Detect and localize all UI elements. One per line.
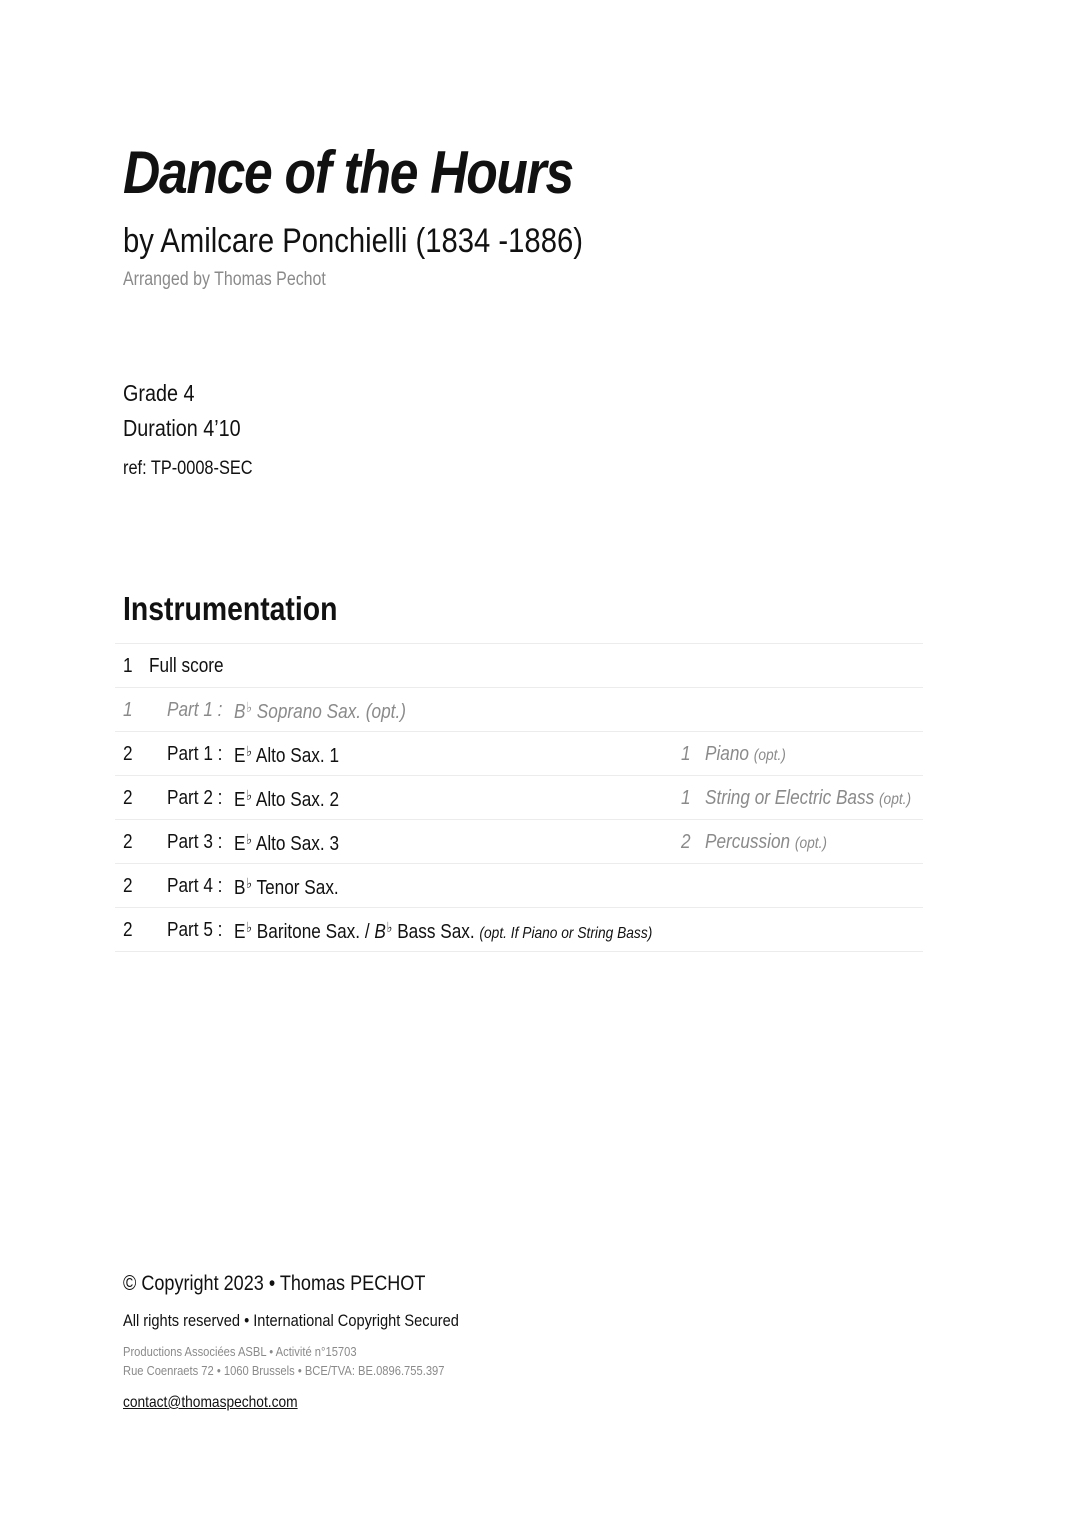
full-score-row xyxy=(115,643,923,687)
key-note: E xyxy=(234,833,246,855)
flat-sign: ♭ xyxy=(246,787,253,803)
instrument-label: Alto Sax. 2 xyxy=(255,789,340,811)
aux-quantity: 1 xyxy=(681,787,691,809)
flat-sign: ♭ xyxy=(246,699,253,715)
instrument-label: Tenor Sax. xyxy=(256,877,339,899)
key-note: E xyxy=(234,789,246,811)
aux-instrument-label: Percussion xyxy=(705,831,791,853)
instrument-label: Alto Sax. 3 xyxy=(255,833,340,855)
quantity: 2 xyxy=(123,875,133,897)
aux-instrument xyxy=(705,743,786,766)
instrument-name xyxy=(234,875,339,900)
quantity: 2 xyxy=(123,919,133,941)
aux-quantity: 2 xyxy=(681,831,691,853)
part-row-alto-2 xyxy=(115,775,923,819)
flat-sign: ♭ xyxy=(246,743,253,759)
aux-instrument xyxy=(705,787,911,810)
optional-note: (opt. If Piano or String Bass) xyxy=(479,925,653,942)
part-label: Part 3 : xyxy=(167,831,223,853)
association-line: Productions Associées ASBL • Activité n°15703 xyxy=(123,1344,357,1359)
key-note: E xyxy=(234,921,246,943)
key-note: B xyxy=(234,701,246,723)
composer-line: by Amilcare Ponchielli (1834 -1886) xyxy=(123,222,583,260)
part-row-baritone xyxy=(115,907,923,952)
part-row-soprano xyxy=(115,687,923,731)
instrument-name xyxy=(234,787,339,812)
piece-title: Dance of the Hours xyxy=(123,139,573,206)
instrument-label: Alto Sax. 1 xyxy=(255,745,340,767)
arranger-line: Arranged by Thomas Pechot xyxy=(123,269,326,290)
contact-email-link[interactable]: contact@thomaspechot.com xyxy=(123,1394,298,1411)
aux-quantity: 1 xyxy=(681,743,691,765)
copyright-line: © Copyright 2023 • Thomas PECHOT xyxy=(123,1272,426,1295)
key-note: B xyxy=(234,877,246,899)
reference-code: ref: TP-0008-SEC xyxy=(123,458,253,479)
instrument-name xyxy=(234,831,339,856)
address-line: Rue Coenraets 72 • 1060 Brussels • BCE/TVA: BE.0896.755.397 xyxy=(123,1363,445,1378)
flat-sign: ♭ xyxy=(246,875,253,891)
optional-note: (opt.) xyxy=(794,835,827,852)
part-label: Part 1 : xyxy=(167,743,223,765)
instrument-label: Baritone Sax. / xyxy=(256,921,370,943)
full-score-label: Full score xyxy=(149,655,224,677)
part-label: Part 4 : xyxy=(167,875,223,897)
part-row-alto-3 xyxy=(115,819,923,863)
optional-note: (opt.) xyxy=(878,791,912,808)
instrument-name xyxy=(234,919,652,944)
quantity: 2 xyxy=(123,787,133,809)
key-note: E xyxy=(234,745,246,767)
aux-instrument-label: Piano xyxy=(705,743,749,765)
instrument-label-alt: Bass Sax. xyxy=(397,921,475,943)
duration-label: Duration 4’10 xyxy=(123,415,241,441)
quantity: 2 xyxy=(123,743,133,765)
part-label: Part 2 : xyxy=(167,787,223,809)
quantity: 1 xyxy=(123,655,133,677)
grade-label: Grade 4 xyxy=(123,380,195,406)
part-label: Part 1 : xyxy=(167,699,223,721)
part-row-alto-1 xyxy=(115,731,923,775)
instrumentation-heading: Instrumentation xyxy=(123,590,338,627)
quantity: 1 xyxy=(123,699,133,721)
aux-instrument xyxy=(705,831,827,854)
rights-line: All rights reserved • International Copyright Secured xyxy=(123,1311,459,1330)
flat-sign: ♭ xyxy=(246,919,253,935)
instrument-label: Soprano Sax. (opt.) xyxy=(256,701,406,723)
instrumentation-table xyxy=(115,643,923,952)
quantity: 2 xyxy=(123,831,133,853)
part-label: Part 5 : xyxy=(167,919,223,941)
flat-sign: ♭ xyxy=(246,831,253,847)
key-note-alt: B xyxy=(374,921,386,943)
instrument-name xyxy=(234,743,339,768)
instrument-name xyxy=(234,699,406,724)
flat-sign: ♭ xyxy=(386,919,393,935)
optional-note: (opt.) xyxy=(753,747,786,764)
part-row-tenor xyxy=(115,863,923,907)
aux-instrument-label: String or Electric Bass xyxy=(705,787,875,809)
